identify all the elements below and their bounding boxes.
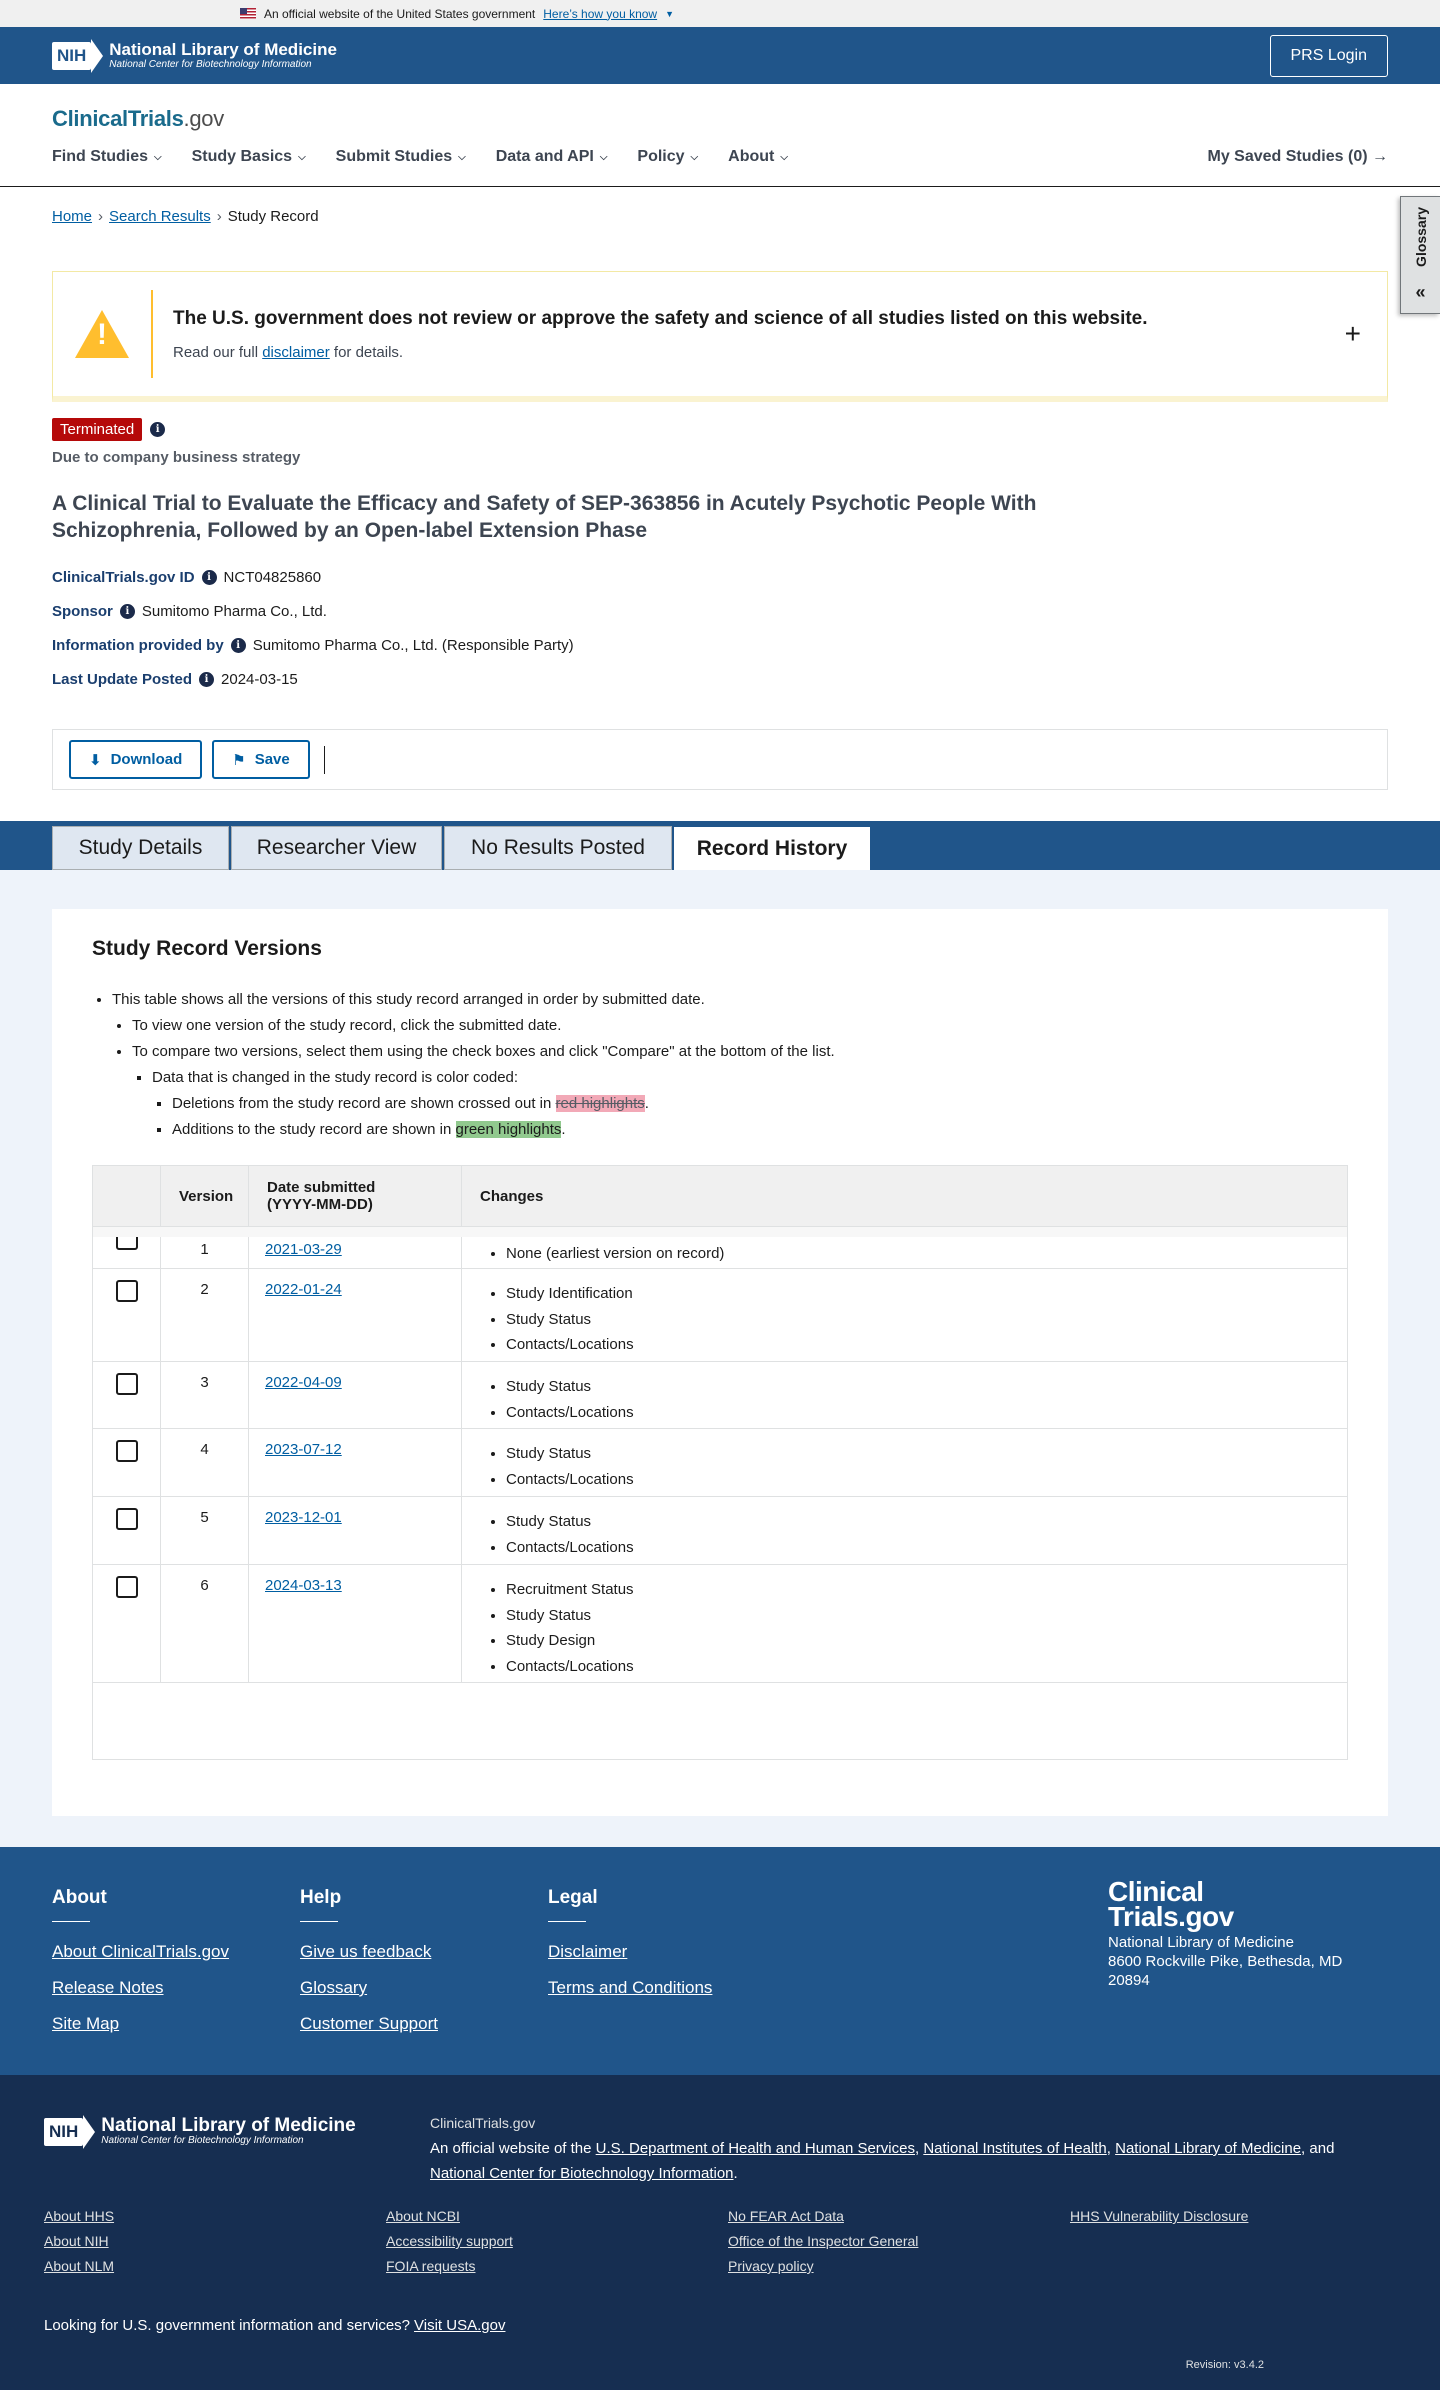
glossary-label: Glossary [1412,207,1429,267]
record-tabs [0,821,1440,870]
status-row [52,418,165,441]
footer-help [300,1887,438,2050]
nav-data-and-api[interactable]: Data and API ⌵ [495,148,608,165]
change-item: • Contacts/Locations [506,1654,1347,1680]
prs-login-button[interactable]: PRS Login [1270,35,1389,77]
site-footer [0,1847,1440,2075]
change-item: • Contacts/Locations [506,1535,1347,1561]
version-checkbox[interactable] [116,1237,138,1250]
study-record-versions-card [52,909,1388,1816]
footer-link[interactable]: About HHS [44,2208,115,2224]
chevron-right-icon: › [216,208,222,225]
status-badge: Terminated [52,418,142,441]
nih-logo[interactable] [52,39,337,73]
version-date-link[interactable]: 2024-03-13 [265,1577,342,1594]
footer-link[interactable]: No FEAR Act Data [728,2208,844,2224]
green-highlight-sample: green highlights [455,1121,562,1138]
nih-logo-line1: National Library of Medicine [109,39,337,59]
legend-additions: ▪ Additions to the study record are shown in green highlights. [172,1117,835,1143]
chevron-down-icon: ⌵ [154,151,162,163]
nav-policy[interactable]: Policy ⌵ [637,148,699,165]
glossary-tab[interactable] [1400,196,1440,314]
tab-no-results-posted[interactable]: No Results Posted [444,826,672,870]
version-date-link[interactable]: 2021-03-29 [265,1241,342,1258]
table-row [93,1429,1347,1497]
chevron-down-icon: ▼ [665,8,675,19]
change-item: • Study Status [506,1441,1347,1467]
version-date-link[interactable]: 2022-04-09 [265,1374,342,1391]
change-item: • Contacts/Locations [506,1400,1347,1426]
chevron-right-icon: › [98,208,104,225]
breadcrumb [52,208,319,225]
info-icon[interactable]: i [150,422,165,437]
chevron-down-icon: ⌵ [780,151,788,163]
nav-find-studies[interactable]: Find Studies ⌵ [52,148,162,165]
change-item: • None (earliest version on record) [506,1241,1347,1267]
legend-item: • To compare two versions, select them using the check boxes and click "Compare" at the bottom of the list. [132,1039,835,1065]
nlm-footer-links [44,2208,1374,2274]
info-icon[interactable]: i [231,638,246,653]
meta-info-provided-by: Information provided by i Sumitomo Pharma Co., Ltd. (Responsible Party) [52,637,574,654]
breadcrumb-current: Study Record [227,208,319,225]
change-item: • Study Status [506,1307,1347,1333]
expand-plus-icon[interactable]: + [1344,318,1361,349]
revision-label: Revision: v3.4.2 [1185,2359,1264,2371]
footer-link[interactable]: Office of the Inspector General [728,2233,919,2249]
red-highlight-sample: red highlights [555,1095,645,1112]
legend-deletions: ▪ Deletions from the study record are shown crossed out in red highlights. [172,1091,835,1117]
version-checkbox[interactable] [116,1440,138,1462]
how-you-know-link[interactable]: Here’s how you know [543,6,658,21]
arrow-right-icon: → [1372,148,1388,165]
footer-help-heading: Help [300,1887,342,1908]
chevron-down-icon: ⌵ [298,151,306,163]
gov-banner-text: An official website of the United States government [264,6,536,21]
footer-link[interactable]: FOIA requests [386,2258,476,2274]
bookmark-icon: ⚑ [232,751,246,769]
version-date-link[interactable]: 2023-07-12 [265,1441,342,1458]
agency-link[interactable]: National Center for Biotechnology Information [430,2165,734,2182]
version-date-link[interactable]: 2022-01-24 [265,1281,342,1298]
table-row [93,1362,1347,1429]
agency-link[interactable]: National Library of Medicine [1115,2140,1302,2157]
footer-link[interactable]: Site Map [52,2014,120,2033]
version-checkbox[interactable] [116,1373,138,1395]
nlm-footer [0,2075,1440,2390]
download-icon: ⬇ [89,751,102,769]
tab-study-details[interactable]: Study Details [52,826,229,870]
divider [324,746,325,774]
info-icon[interactable]: i [199,672,214,687]
usagov-link[interactable]: Visit USA.gov [414,2317,506,2334]
actions-bar [52,729,1388,790]
header-date: Date submitted (YYYY-MM-DD) [249,1166,462,1226]
footer-link[interactable]: About NIH [44,2233,109,2249]
agency-link[interactable]: National Institutes of Health [923,2140,1107,2157]
meta-sponsor: Sponsor i Sumitomo Pharma Co., Ltd. [52,603,327,620]
change-item: • Study Status [506,1509,1347,1535]
footer-about [52,1887,229,2050]
change-item: • Contacts/Locations [506,1467,1347,1493]
alert-text: Read our full disclaimer for details. [173,343,404,361]
nih-header [0,27,1440,84]
footer-link[interactable]: Accessibility support [386,2233,513,2249]
versions-heading: Study Record Versions [92,937,322,960]
disclaimer-link[interactable]: disclaimer [262,343,330,361]
version-number: 4 [161,1429,249,1496]
table-row [93,1497,1347,1565]
warning-icon [75,310,129,358]
alert-title: The U.S. government does not review or approve the safety and science of all studies listed on this website. [173,307,1148,329]
versions-table [92,1165,1348,1760]
versions-legend [92,987,835,1143]
footer-link[interactable]: Customer Support [300,2014,438,2033]
footer-link[interactable]: Release Notes [52,1978,164,1997]
footer-link[interactable]: Disclaimer [548,1942,628,1961]
study-title: A Clinical Trial to Evaluate the Efficacy and Safety of SEP-363856 in Acutely Psychotic People With Schizophrenia, Followed by an Open-label Extension Phase [52,492,1037,542]
version-number: 2 [161,1269,249,1361]
header-version: Version [161,1166,249,1226]
legend-item: ▪ Data that is changed in the study record is color coded: [152,1065,835,1091]
nih-logo-box: NIH [52,42,91,70]
nav-study-basics[interactable]: Study Basics ⌵ [191,148,306,165]
legend-item: • To view one version of the study record, click the submitted date. [132,1013,835,1039]
footer-about-heading: About [52,1887,107,1908]
footer-ct-logo: Clinical Trials.gov National Library of Medicine 8600 Rockville Pike, Bethesda, MD 20894 [1108,1879,1388,1990]
footer-link[interactable]: About NLM [44,2258,115,2274]
version-number: 3 [161,1362,249,1428]
chevron-down-icon: ⌵ [458,151,466,163]
footer-legal-heading: Legal [548,1887,598,1908]
header-changes: Changes [480,1187,544,1205]
nav-submit-studies[interactable]: Submit Studies ⌵ [335,148,466,165]
disclaimer-alert [52,271,1388,402]
version-checkbox[interactable] [116,1508,138,1530]
footer-link[interactable]: About NCBI [386,2208,460,2224]
clinicaltrials-logo[interactable]: ClinicalTrials.gov [52,106,224,131]
table-row [93,1565,1347,1683]
footer-link[interactable]: Give us feedback [300,1942,432,1961]
info-icon[interactable]: i [202,570,217,585]
tab-researcher-view[interactable]: Researcher View [231,826,442,870]
meta-nct-id: ClinicalTrials.gov ID i NCT04825860 [52,569,322,586]
nlm-footer-logo[interactable]: NIH National Library of Medicine National Center for Biotechnology Information [44,2115,356,2149]
header-select [93,1166,161,1226]
usagov-line: Looking for U.S. government information and services? Visit USA.gov [44,2317,506,2334]
footer-legal [548,1887,712,2014]
table-spacer [93,1227,1347,1237]
tab-record-history[interactable]: Record History [674,827,870,871]
version-number: 5 [161,1497,249,1564]
version-date-link[interactable]: 2023-12-01 [265,1509,342,1526]
nih-logo-line2: National Center for Biotechnology Information [109,58,312,70]
why-stopped: Due to company business strategy [52,449,301,466]
change-item: • Study Status [506,1603,1347,1629]
agency-link[interactable]: U.S. Department of Health and Human Services [595,2140,915,2157]
change-item: • Recruitment Status [506,1577,1347,1603]
footer-link[interactable]: Terms and Conditions [548,1978,713,1997]
breadcrumb-search-results[interactable]: Search Results [109,208,211,225]
version-checkbox[interactable] [116,1280,138,1302]
legend-item: • This table shows all the versions of this study record arranged in order by submitted date. [112,987,835,1013]
table-row [93,1237,1347,1269]
gov-banner [0,0,1440,27]
site-header [0,84,1440,187]
breadcrumb-home[interactable]: Home [52,208,93,225]
chevron-down-icon: ⌵ [690,151,699,163]
table-row [93,1269,1347,1362]
info-icon[interactable]: i [120,604,135,619]
footer-link[interactable]: Glossary [300,1978,368,1997]
version-number: 6 [161,1565,249,1682]
download-button[interactable]: ⬇ Download [69,740,202,779]
chevron-down-icon: ⌵ [599,151,608,163]
change-item: • Contacts/Locations [506,1332,1347,1358]
change-item: • Study Status [506,1374,1347,1400]
save-button[interactable]: ⚑ Save [212,740,310,779]
version-checkbox[interactable] [116,1576,138,1598]
official-website-text: ClinicalTrials.gov An official website of the U.S. Department of Health and Human Services, National Institutes of Health, National Library of Medicine, and National Center for Biotechnology Information. [430,2115,1335,2182]
nih-logo-arrow [91,39,103,73]
meta-last-update: Last Update Posted i 2024-03-15 [52,671,298,688]
nav-about[interactable]: About ⌵ [728,148,788,165]
footer-address: National Library of Medicine 8600 Rockville Pike, Bethesda, MD 20894 [1108,1934,1343,1989]
footer-link[interactable]: HHS Vulnerability Disclosure [1070,2208,1249,2224]
version-number: 1 [161,1237,249,1268]
change-item: • Study Identification [506,1281,1347,1307]
table-header [93,1166,1347,1227]
us-flag-icon [240,8,256,19]
main-nav [52,148,1388,166]
change-item: • Study Design [506,1628,1347,1654]
footer-link[interactable]: Privacy policy [728,2258,814,2274]
footer-link[interactable]: About ClinicalTrials.gov [52,1942,229,1961]
my-saved-studies-link[interactable]: My Saved Studies (0) → [1207,148,1388,165]
double-chevron-left-icon: « [1415,282,1426,302]
